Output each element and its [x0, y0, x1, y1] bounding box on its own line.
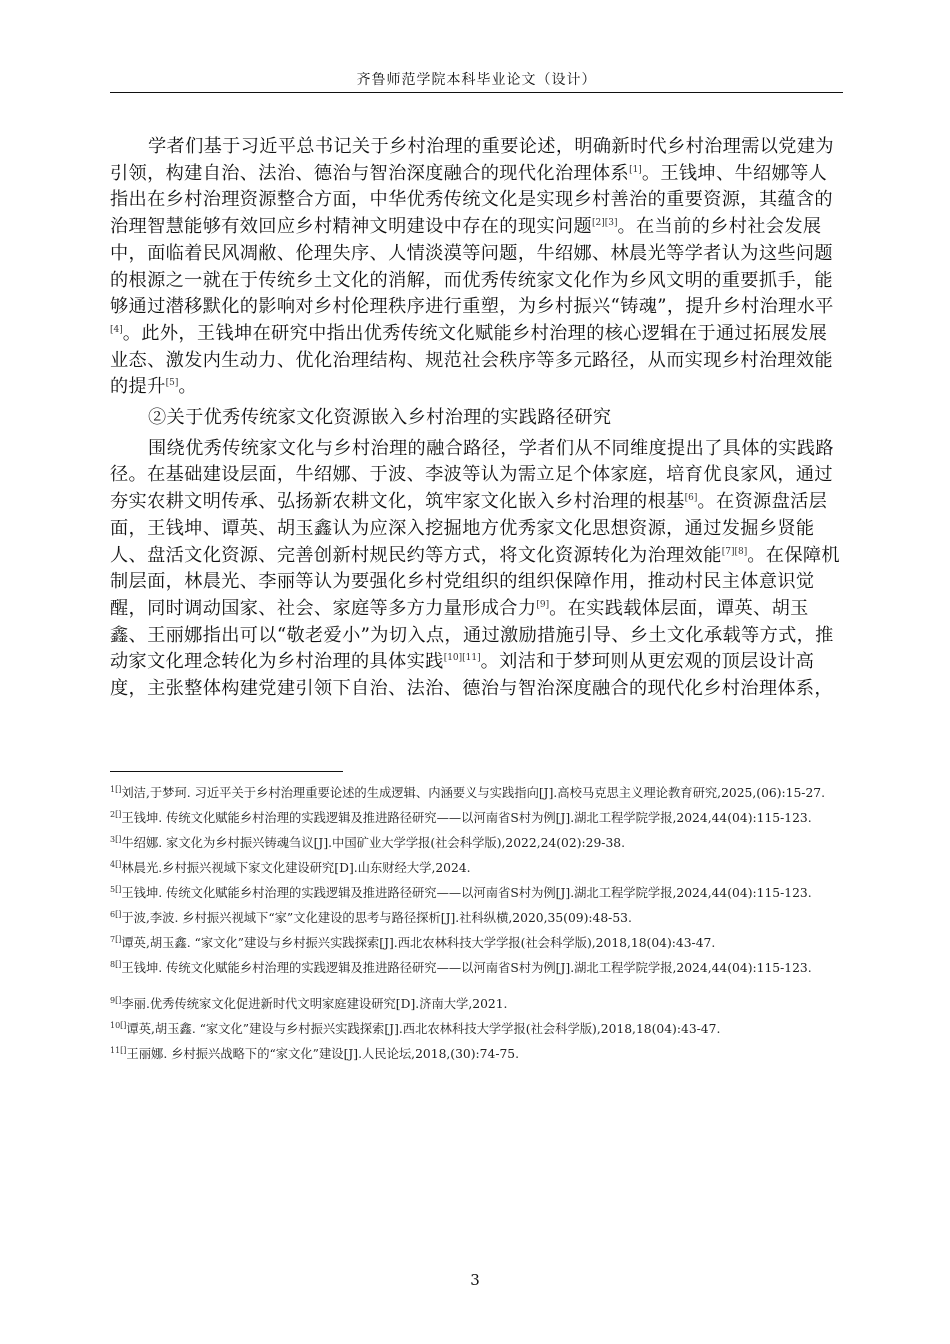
footnotes	[110, 784, 843, 1070]
footnote-mark: 6[]	[110, 909, 122, 919]
paragraph-text: 。在当前的乡村社会发展中，面临着民风凋敝、伦理失序、人情淡漠等问题，牛绍娜、林晨光等学者认为这些问题的根源之一就在于传统乡土文化的消解，而优秀传统家文化作为乡风文明的重要抓手，能够通过潜移默化的影响对乡村伦理秩序进行重塑，为乡村振兴“铸魂”，提升乡村治理水平	[110, 216, 834, 318]
paragraph-text: 。王钱坤、牛绍娜等人指出在乡村治理资源整合方面，中华优秀传统文化是实现乡村善治的重要资源，其蕴含的治理智慧能够有效回应乡村精神文明建设中存在的现实问题	[110, 162, 833, 238]
paragraph-2	[110, 436, 843, 703]
footnote-text: 王钱坤. 传统文化赋能乡村治理的实践逻辑及推进路径研究——以河南省S村为例[J].湖北工程学院学报,2024,44(04):115-123.	[121, 961, 812, 975]
footnote-text: 林晨光.乡村振兴视域下家文化建设研究[D].山东财经大学,2024.	[121, 861, 471, 875]
footnote-5	[110, 884, 843, 902]
footnote-mark: 10[]	[110, 1020, 127, 1030]
footnote-mark: 1[]	[110, 784, 122, 794]
footnote-4	[110, 859, 843, 877]
citation-superscript: [5]	[165, 378, 179, 389]
footnote-text: 王丽娜. 乡村振兴战略下的“家文化”建设[J].人民论坛,2018,(30):74-75.	[126, 1047, 520, 1061]
paragraph-text: 。刘洁和于梦珂则从更宏观的顶层设计高度，主张整体构建党建引领下自治、法治、德治与智治深度融合的现代化乡村治理体系，	[110, 651, 833, 700]
footnote-mark: 5[]	[110, 884, 122, 894]
footnote-text: 李丽.优秀传统家文化促进新时代文明家庭建设研究[D].济南大学,2021.	[121, 997, 508, 1011]
footnote-mark: 4[]	[110, 859, 122, 869]
footnote-6	[110, 909, 843, 927]
footnote-text: 于波,李波. 乡村振兴视域下“家”文化建设的思考与路径探析[J].社科纵横,2020,35(09):48-53.	[121, 911, 632, 925]
footnote-text: 谭英,胡玉鑫. “家文化”建设与乡村振兴实践探索[J].西北农林科技大学学报(社会科学版),2018,18(04):43-47.	[126, 1022, 721, 1036]
footnote-mark: 8[]	[110, 959, 122, 969]
page-number: 3	[470, 1271, 480, 1289]
footnote-mark: 11[]	[110, 1045, 127, 1055]
paragraph-text: 。在实践载体层面，谭英、胡玉鑫、王丽娜指出可以“敬老爱小”为切入点，通过激励措施引导、乡土文化承载等方式，推动家文化理念转化为乡村治理的具体实践	[110, 597, 834, 673]
paragraph-text: 。	[178, 376, 197, 398]
footnote-text: 王钱坤. 传统文化赋能乡村治理的实践逻辑及推进路径研究——以河南省S村为例[J].湖北工程学院学报,2024,44(04):115-123.	[121, 886, 812, 900]
footnote-mark: 2[]	[110, 809, 122, 819]
footnote-11	[110, 1045, 843, 1063]
citation-superscript: [9]	[536, 599, 550, 610]
footnote-mark: 3[]	[110, 834, 122, 844]
citation-superscript: [1]	[629, 164, 642, 175]
section-heading: ②关于优秀传统家文化资源嵌入乡村治理的实践路径研究	[148, 407, 612, 429]
footnote-3	[110, 834, 843, 852]
citation-superscript: [10][11]	[443, 653, 481, 664]
paragraph-1	[110, 134, 843, 401]
paragraph-text: 。在资源盘活层面，王钱坤、谭英、胡玉鑫认为应深入挖掘地方优秀家文化思想资源，通过发掘乡贤能人、盘活文化资源、完善创新村规民约等方式，将文化资源转化为治理效能	[110, 491, 828, 566]
footnote-text: 刘洁,于梦珂. 习近平关于乡村治理重要论述的生成逻辑、内涵要义与实践指向[J].高校马克思主义理论教育研究,2025,(06):15-27.	[121, 786, 826, 800]
footnote-9	[110, 995, 843, 1013]
footnote-text: 牛绍娜. 家文化为乡村振兴铸魂刍议[J].中国矿业大学学报(社会科学版),2022,24(02):29-38.	[121, 836, 626, 850]
paragraph-text: 。此外，王钱坤在研究中指出优秀传统文化赋能乡村治理的核心逻辑在于通过拓展发展业态、激发内生动力、优化治理结构、规范社会秩序等多元路径，从而实现乡村治理效能的提升	[110, 322, 833, 398]
footnote-text: 谭英,胡玉鑫. “家文化”建设与乡村振兴实践探索[J].西北农林科技大学学报(社会科学版),2018,18(04):43-47.	[121, 936, 716, 950]
footnote-1	[110, 784, 843, 802]
footnote-mark: 7[]	[110, 934, 122, 944]
footnote-mark: 9[]	[110, 995, 122, 1005]
footnote-separator	[110, 771, 343, 772]
citation-superscript: [4]	[110, 324, 123, 335]
header-rule	[110, 92, 843, 93]
paragraph-text: 学者们基于习近平总书记关于乡村治理的重要论述，明确新时代乡村治理需以党建为引领，构建自治、法治、德治与智治深度融合的现代化治理体系	[110, 136, 834, 184]
footnote-7	[110, 934, 843, 952]
footnote-8	[110, 959, 843, 977]
citation-superscript: [7][8]	[721, 546, 748, 557]
paragraph-text: 围绕优秀传统家文化与乡村治理的融合路径，学者们从不同维度提出了具体的实践路径。在基础建设层面，牛绍娜、于波、李波等认为需立足个体家庭，培育优良家风，通过夯实农耕文明传承、弘扬新农耕文化，筑牢家文化嵌入乡村治理的根基	[110, 437, 834, 513]
footnote-2	[110, 809, 843, 827]
body-text	[110, 134, 843, 703]
citation-superscript: [2][3]	[591, 218, 618, 229]
footnote-text: 王钱坤. 传统文化赋能乡村治理的实践逻辑及推进路径研究——以河南省S村为例[J].湖北工程学院学报,2024,44(04):115-123.	[121, 811, 812, 825]
citation-superscript: [6]	[684, 493, 698, 504]
page-header: 齐鲁师范学院本科毕业论文（设计）	[356, 72, 597, 88]
paragraph-text: 。在保障机制层面，林晨光、李丽等认为要强化乡村党组织的组织保障作用，推动村民主体意识觉醒，同时调动国家、社会、家庭等多方力量形成合力	[110, 544, 840, 619]
footnote-10	[110, 1020, 843, 1038]
